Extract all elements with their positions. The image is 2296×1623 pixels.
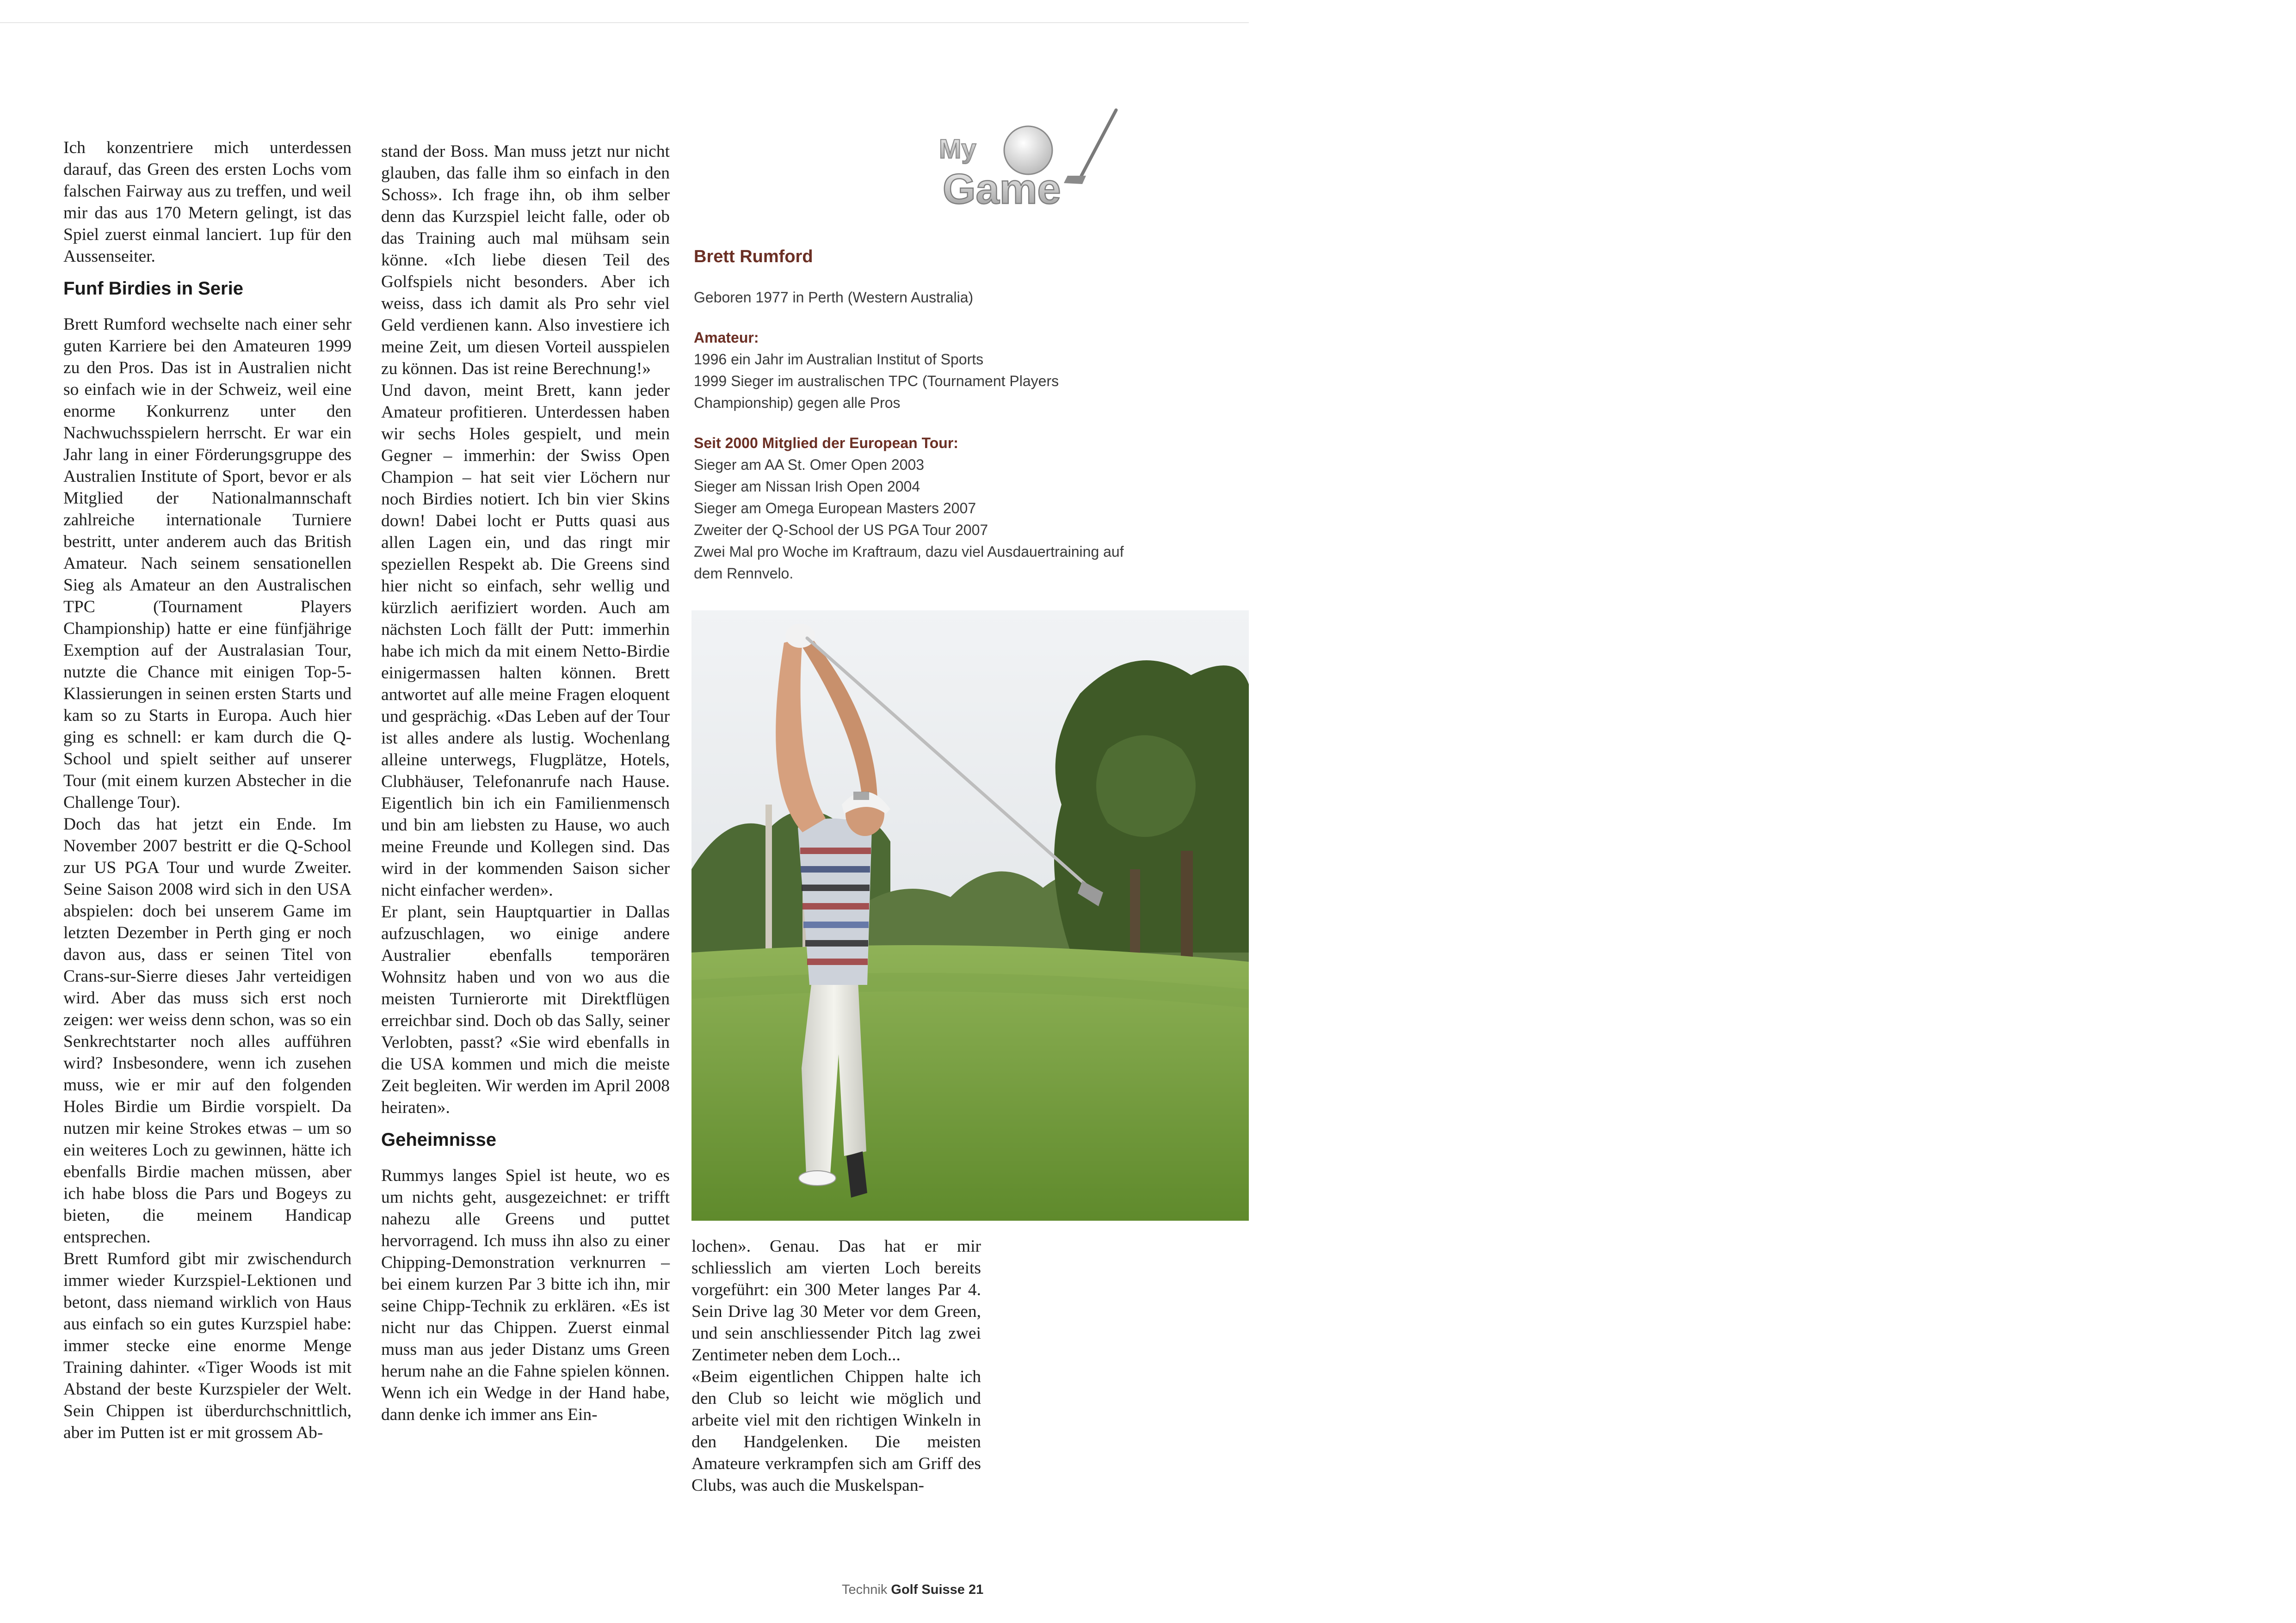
paragraph: Ich konzentriere mich unterdessen darauf, das Green des ersten Lochs vom falschen Fairway aus zu treffen, und weil mir das aus 170 Metern gelingt, ist das Spiel zuerst einmal lanciert. 1up für den Aussenseiter. — [63, 138, 352, 266]
paragraph: Brett Rumford wechselte nach einer sehr guten Karriere bei den Amateuren 1999 zu den Pros. Das ist in Australien nicht so einfach wie in der Schweiz, weil eine enorme Konkurrenz unter den Nachwuchsspielern herrscht. Er war ein Jahr lang in einer Förderungsgruppe des Australien Institute of Sport, bevor er als Mitglied der Nationalmannschaft zahlreiche internationale Turniere bestritt, unter anderem auch das British Amateur. Nach seinem sensationellen Sieg als Amateur an den Australischen TPC (Tournament Players Championship) hatte er eine fünfjährige Exemption auf der Australasian Tour, nutzte die Chance mit einigen Top-5-Klassierungen in seinen ersten Starts und kam so zu Starts in Europa. Auch hier ging es schnell: er kam durch die Q-School und spielt seither auf unserer Tour (mit einem kurzen Abstecher in die Challenge Tour). — [63, 315, 352, 812]
pro-item: Sieger am Omega European Masters 2007 — [694, 500, 976, 516]
article-column-2 — [381, 141, 670, 1426]
paragraph: Doch das hat jetzt ein Ende. Im November 2007 bestritt er die Q-School zur US PGA Tour und wurde Zweiter. Seine Saison 2008 wird sich in den USA abspielen: doch bei unserem Game im letzten Dezember in Perth ging er noch davon aus, dass er seinen Titel von Crans-sur-Sierre dieses Jahr verteidigen wird. Aber das muss sich erst noch zeigen: wer weiss denn schon, was so ein Senkrechtstarter noch alles aufführen wird? Insbesondere, wenn ich zusehen muss, wie er mir auf den folgenden Holes Birdie um Birdie vorspielt. Da nutzen mir keine Strokes etwas – um so ein weiteres Loch zu gewinnen, hätte ich ebenfalls Birdie machen müssen, aber ich habe bloss die Pars und Bogeys zu bieten, die meinem Handicap entsprechen. — [63, 815, 352, 1247]
golf-club-ball-icon — [929, 106, 1123, 217]
paragraph: Er plant, sein Hauptquartier in Dallas aufzuschlagen, wo einige andere Australier ebenfalls temporären Wohnsitz haben und von wo aus die meisten Turnierorte mit Direktflügen erreichbar sind. Doch ob das Sally, seiner Verlobten, passt? «Sie wird ebenfalls in die USA kommen und mich die meiste Zeit begleiten. Wir werden im April 2008 heiraten». — [381, 903, 670, 1117]
player-born: Geboren 1977 in Perth (Western Australia) — [694, 289, 974, 306]
paragraph: lochen». Genau. Das hat er mir schliesslich am vierten Loch bereits vorgeführt: ein 300 Meter langes Par 4. Sein Drive lag 30 Meter vor dem Green, und sein anschliessender Pitch lag zwei Zentimeter neben dem Loch... — [691, 1237, 981, 1365]
amateur-item: 1999 Sieger im australischen TPC (Tournament Players Championship) gegen alle Pros — [694, 373, 1059, 411]
pro-item: Zwei Mal pro Woche im Kraftraum, dazu viel Ausdauertraining auf dem Rennvelo. — [694, 543, 1124, 582]
paragraph: stand der Boss. Man muss jetzt nur nicht glauben, das falle ihm so einfach in den Schoss». Ich frage ihn, ob ihm selber denn das Kurzspiel leicht falle, oder ob das Training auch mal mühsam sein könne. «Ich liebe diesen Teil des Golfspiels nicht besonders. Aber ich weiss, dass ich damit als Pro sehr viel Geld verdienen kann. Also investiere ich meine Zeit, um diesen Vorteil ausspielen zu können. Das ist reine Berechnung!» — [381, 142, 670, 378]
pro-heading: Seit 2000 Mitglied der European Tour: — [694, 435, 958, 451]
logo-word-my: My — [939, 134, 976, 164]
my-game-logo — [929, 106, 1123, 217]
page-number: 21 — [969, 1582, 984, 1597]
paragraph: Und davon, meint Brett, kann jeder Amateur profitieren. Unterdessen haben wir sechs Holes gespielt, und mein Gegner – immerhin: der Swiss Open Champion – hat seit vier Löchern nur noch Birdies notiert. Ich bin vier Skins down! Dabei locht er Putts quasi aus allen Lagen ein, und das ringt mir speziellen Respekt ab. Die Greens sind hier nicht so einfach, sehr wellig und kürzlich aerifiziert worden. Auch am nächsten Loch fällt der Putt: immerhin habe ich mich da mit einem Netto-Birdie einigermassen halten können. Brett antwortet auf alle meine Fragen eloquent und gesprächig. «Das Leben auf der Tour ist alles andere als lustig. Wochenlang alleine unterwegs, Flugplätze, Hotels, Clubhäuser, Telefonanrufe nach Hause. Eigentlich bin ich ein Familienmensch und bin am liebsten zu Hause, wo auch meine Freunde und Kollegen sind. Das wird in der kommenden Saison sicher nicht einfacher werden». — [381, 381, 670, 900]
golfer-photo — [691, 610, 1249, 1221]
pro-item: Zweiter der Q-School der US PGA Tour 2007 — [694, 522, 988, 538]
paragraph: Brett Rumford gibt mir zwischendurch immer wieder Kurzspiel-Lektionen und betont, dass niemand wirklich von Haus aus einfach so ein gutes Kurzspiel habe: immer stecke eine enorme Menge Training dahinter. «Tiger Woods ist mit Abstand der beste Kurzspieler der Welt. Sein Chippen ist überdurchschnittlich, aber im Putten ist er mit grossem Ab- — [63, 1249, 352, 1442]
golfer-swing-image — [691, 610, 1249, 1221]
paragraph: Rummys langes Spiel ist heute, wo es um nichts geht, ausgezeichnet: er trifft nahezu alle Greens und puttet hervorragend. Ich muss ihn also zu einer Chipping-Demonstration verknurren – bei einem kurzen Par 3 bitte ich ihn, mir seine Chipp-Technik zu erklären. «Es ist nicht nur das Chippen. Zuerst einmal muss man aus jeder Distanz ums Green herum nahe an die Fahne spielen können. Wenn ich ein Wedge in der Hand habe, dann denke ich immer ans Ein- — [381, 1166, 670, 1424]
footer-magazine: Golf Suisse — [891, 1582, 965, 1597]
player-name: Brett Rumford — [694, 247, 813, 266]
pro-item: Sieger am AA St. Omer Open 2003 — [694, 456, 925, 473]
subheading-geheimnisse: Geheimnisse — [381, 1130, 497, 1150]
player-fact-box — [694, 245, 1156, 584]
pro-item: Sieger am Nissan Irish Open 2004 — [694, 478, 920, 495]
subheading-funf-birdies: Funf Birdies in Serie — [63, 278, 243, 299]
logo-word-game: Game — [943, 166, 1061, 213]
amateur-item: 1996 ein Jahr im Australian Institut of Sports — [694, 351, 984, 368]
article-column-3 — [691, 1236, 981, 1496]
top-rule — [0, 22, 1249, 23]
page-footer — [842, 1582, 983, 1598]
footer-section: Technik — [842, 1582, 888, 1597]
paragraph: «Beim eigentlichen Chippen halte ich den Club so leicht wie möglich und arbeite viel mit den richtigen Winkeln in den Handgelenken. Die meisten Amateure verkrampfen sich am Griff des Clubs, was auch die Muskelspan- — [691, 1367, 981, 1495]
article-column-1 — [63, 137, 352, 1444]
amateur-heading: Amateur: — [694, 329, 759, 346]
